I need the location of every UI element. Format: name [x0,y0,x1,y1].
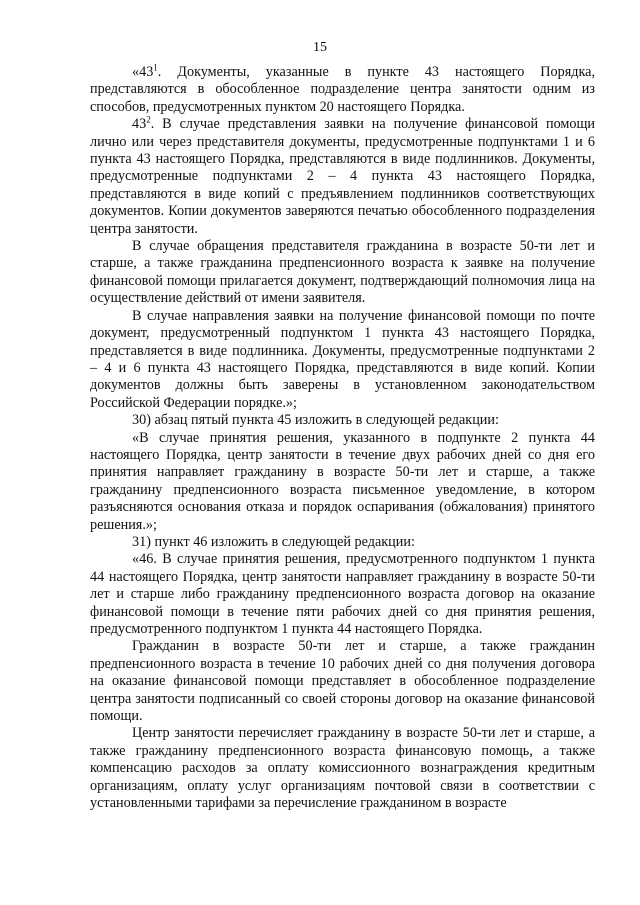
paragraph: «46. В случае принятия решения, предусмотренного подпунктом 1 пункта 44 настоящего Порядка, центр занятости направляет гражданину в возрасте 50-ти лет и старше либо гражданину предпенсионного возраста договор на оказание финансовой помощи в течение пяти рабочих дней со дня принятия решения, предусмотренного подпунктом 1 пункта 44 настоящего Порядка. [90,551,595,637]
paragraph: «$43^1$. Документы, указанные в пункте 43 настоящего Порядка, представляются в обособленное подразделение центра занятости одним из способов, предусмотренных пунктом 20 настоящего Порядка. [90,62,595,115]
paragraph: Гражданин в возрасте 50-ти лет и старше, а также гражданин предпенсионного возраста в течение 10 рабочих дней со дня получения договора на оказание финансовой помощи представляет в обособленное подразделение центра занятости подписанный со своей стороны договор на оказание финансовой помощи. [90,638,595,725]
paragraph: Центр занятости перечисляет гражданину в возрасте 50-ти лет и старше, а также гражданину предпенсионного возраста финансовую помощь, а также компенсацию расходов за оплату комиссионного вознаграждения кредитным организациям, оплату услуг организациям почтовой связи в соответствии с установленными тарифами за перечисление гражданином в возрасте [90,725,595,812]
page-number: 15 [313,40,327,55]
paragraph: $43^2$. В случае представления заявки на получение финансовой помощи лично или через представителя документы, предусмотренные подпунктами 1 и 6 пункта 43 настоящего Порядка, представляются в виде подлинников. Документы, предусмотренные подпунктами 2 – 4 пункта 43 настоящего Порядка, представляются в виде копий с предъявлением подлинников соответствующих документов. Копии документов заверяются печатью обособленного подразделения центра занятости. [90,114,595,237]
paragraph: 30) абзац пятый пункта 45 изложить в следующей редакции: [132,412,499,429]
paragraph: В случае направления заявки на получение финансовой помощи по почте документ, предусмотренный подпунктом 1 пункта 43 настоящего Порядка, представляется в виде подлинника. Документы, предусмотренные подпунктами 2 – 4 и 6 пункта 43 настоящего Порядка, представляются в виде копий. Копии документов должны быть заверены в установленном законодательством Российской Федерации порядке.»; [90,307,595,411]
paragraph: В случае обращения представителя гражданина в возрасте 50-ти лет и старше, а также гражданина предпенсионного возраста к заявке на получение финансовой помощи прилагается документ, подтверждающий полномочия лица на осуществление действий от имени заявителя. [90,238,595,307]
document-body [90,64,595,812]
paragraph: «В случае принятия решения, указанного в подпункте 2 пункта 44 настоящего Порядка, центр занятости в течение двух рабочих дней со дня его принятия направляет гражданину в возрасте 50-ти лет и старше, а также гражданину предпенсионного возраста письменное уведомление, в котором разъясняются основания отказа и порядок оспаривания (обжалования) принятого решения.»; [90,429,595,533]
paragraph: 31) пункт 46 изложить в следующей редакции: [132,533,415,550]
